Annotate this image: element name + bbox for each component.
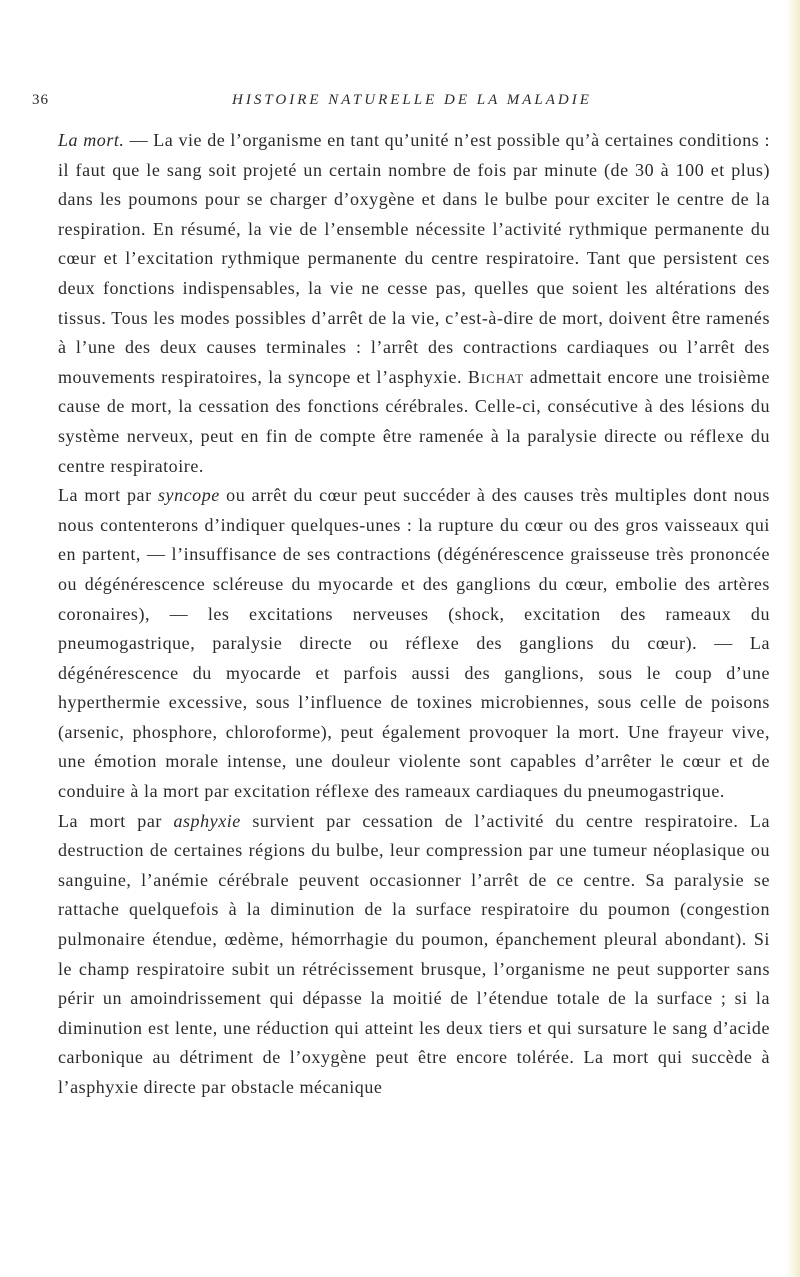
page-number: 36 bbox=[32, 92, 49, 108]
page-header bbox=[32, 92, 772, 114]
paragraph-text: La mort par bbox=[58, 485, 158, 506]
section-lead: La mort. bbox=[58, 130, 125, 150]
term-syncope: syncope bbox=[157, 485, 220, 506]
paragraph-text: La mort par bbox=[58, 810, 174, 831]
author-name: Bichat bbox=[467, 366, 525, 387]
body-text bbox=[58, 126, 770, 1103]
paragraph-text: ou arrêt du cœur peut succéder à des causes très multiples dont nous nous contenterons d’indiquer quelques-unes : la rupture du cœur ou des gros vaisseaux qui en partent, — l’insuffisance de ses contractions (dégénérescence graisseuse très prononcée ou dégénérescence scléreuse du myocarde et des ganglions du cœur, embolie des artères coronaires), — les excitations nerveuses (shock, excitation des rameaux du pneumogastrique, paralysie directe ou réflexe des ganglions du cœur). — La dégénérescence du myocarde et parfois aussi des ganglions, sous le coup d’une hyperthermie excessive, sous l’influence de toxines microbiennes, sous celle de poisons (arsenic, phosphore, chloroforme), peut également provoquer la mort. Une frayeur vive, une émotion morale intense, une douleur violente sont capables d’arrêter le cœur et de conduire à la mort par excitation réflexe des rameaux cardiaques du pneumogastrique. bbox=[58, 485, 770, 802]
paragraph-text: — La vie de l’organisme en tant qu’unité n’est possible qu’à certaines conditions : il faut que le sang soit projeté un certain nombre de fois par minute (de 30 à 100 et plus) dans les poumons pour se charger d’oxygène et dans le bulbe pour exciter le centre de la respiration. En résumé, la vie de l’ensemble nécessite l’activité rythmique permanente du cœur et l’excitation rythmique permanente du centre respiratoire. Tant que persistent ces deux fonctions indispensables, la vie ne cesse pas, quelles que soient les altérations des tissus. Tous les modes possibles d’arrêt de la vie, c’est-à-dire de mort, doivent être ramenés à l’une des deux causes terminales : l’arrêt des contractions cardiaques ou l’arrêt des mouvements respiratoires, la syncope et l’asphyxie. bbox=[58, 130, 770, 387]
paragraph-syncope bbox=[58, 481, 770, 807]
paragraph-text: survient par cessation de l’activité du centre respiratoire. La destruction de certaines régions du bulbe, leur compression par une tumeur néoplasique ou sanguine, l’anémie cérébrale peuvent occasionner l’arrêt de ce centre. Sa paralysie se rattache quelquefois à la diminution de la surface respiratoire du poumon (congestion pulmonaire étendue, œdème, hémorrhagie du poumon, épanchement pleural abondant). Si le champ respiratoire subit un rétrécissement brusque, l’organisme ne peut supporter sans périr un amoindrissement qui dépasse la moitié de l’étendue totale de la surface ; si la diminution est lente, une réduction qui atteint les deux tiers et qui sursature le sang d’acide carbonique au détriment de l’oxygène peut être encore tolérée. La mort qui succède à l’asphyxie directe par obstacle mécanique bbox=[58, 810, 770, 1097]
running-title: HISTOIRE NATURELLE DE LA MALADIE bbox=[232, 92, 592, 108]
paragraph-text: admettait encore une troisième cause de mort, la cessation des fonctions cérébrales. Celle-ci, consécutive à des lésions du système nerveux, peut en fin de compte être ramenée à la paralysie directe ou réflexe du centre respiratoire. bbox=[58, 366, 770, 476]
paragraph-la-mort bbox=[58, 126, 770, 481]
paragraph-asphyxie bbox=[58, 807, 770, 1103]
page-edge-shadow bbox=[786, 0, 800, 1277]
term-asphyxie: asphyxie bbox=[173, 810, 241, 831]
